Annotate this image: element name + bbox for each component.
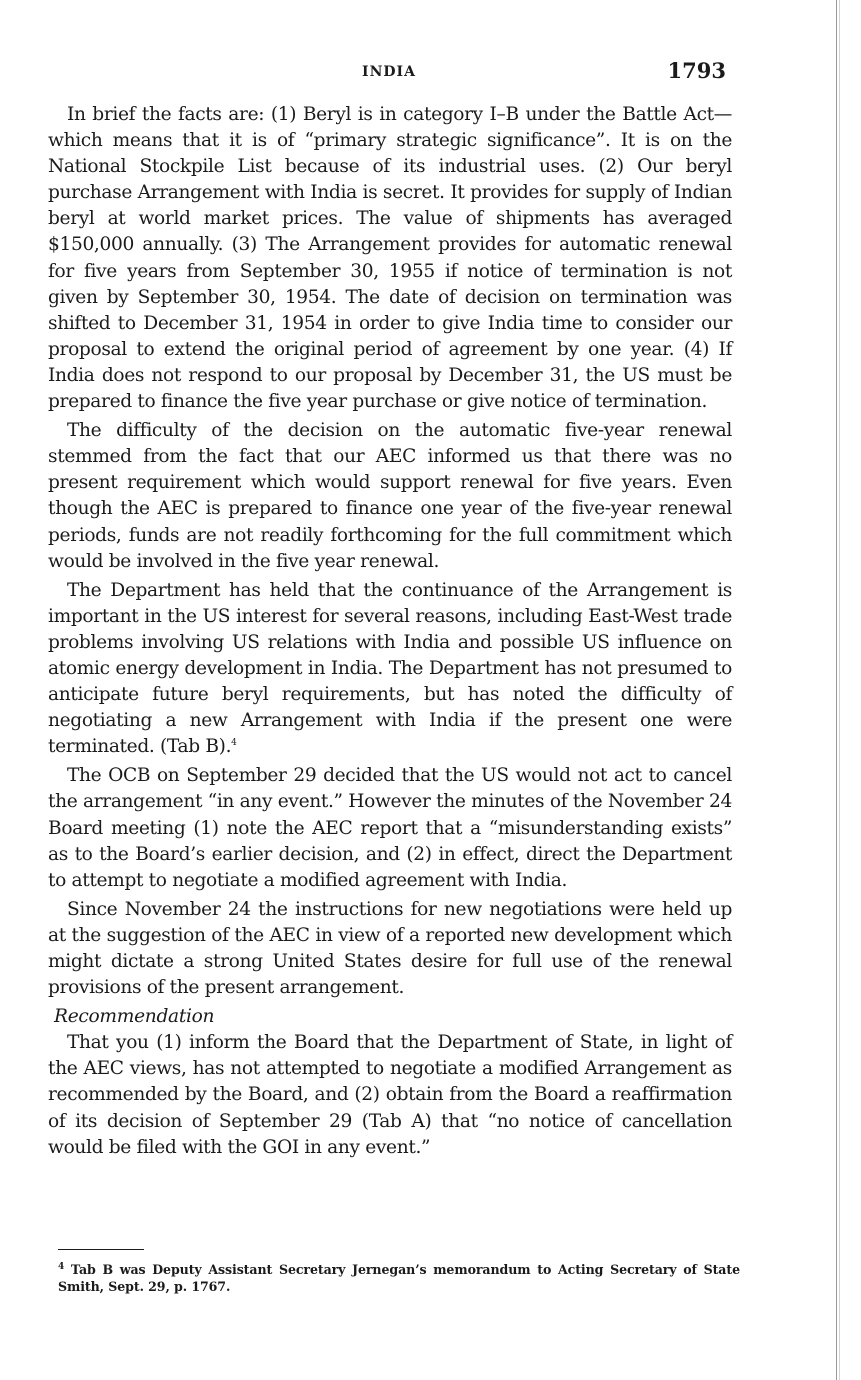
footnote-marker: 4 [58, 1261, 65, 1272]
running-title: INDIA [362, 64, 416, 80]
paragraph-department-position [48, 578, 732, 761]
paragraph-recommendation: That you (1) inform the Board that the Department of State, in light of the AEC views, has not attempted to negotiate a modified Arrangement as recommended by the Board, and (2) obtain from the Board a reaffirmation of its decision of September 29 (Tab A) that “no notice of cancellation would be filed with the GOI in any event.” [48, 1032, 732, 1158]
page-number: 1793 [667, 58, 726, 83]
paragraph-department-text: The Department has held that the continuance of the Arrangement is important in the US interest for several reasons, including East-West trade problems involving US relations with India and possible US influence on atomic energy development in India. The Department has not presumed to anticipate future beryl requirements, but has noted the difficulty of negotiating a new Arrangement with India if the present one were terminated. (Tab B). [48, 579, 732, 758]
paragraph-ocb-decision: The OCB on September 29 decided that the US would not act to cancel the arrangement “in any event.” However the minutes of the November 24 Board meeting (1) note the AEC report that a “misunderstanding exists” as to the Board’s earlier decision, and (2) in effect, direct the Department to attempt to negotiate a modified agreement with India. [48, 765, 732, 891]
page-edge-shadow [839, 0, 840, 1380]
recommendation-heading: Recommendation [54, 1006, 215, 1028]
paragraph-facts: In brief the facts are: (1) Beryl is in category I–B under the Battle Act—which means that it is of “primary strategic significance”. It is on the National Stockpile List because of its industrial uses. (2) Our beryl purchase Arrangement with India is secret. It provides for supply of Indian beryl at world market prices. The value of shipments has averaged $150,000 annually. (3) The Arrangement provides for automatic renewal for five years from September 30, 1955 if notice of termination is not given by September 30, 1954. The date of decision on termination was shifted to December 31, 1954 in order to give India time to consider our proposal to extend the original period of agreement by one year. (4) If India does not respond to our proposal by December 31, the US must be prepared to finance the five year purchase or give notice of termination. [48, 104, 732, 413]
footnote-reference: 4 [231, 738, 237, 749]
footnote-text: Tab B was Deputy Assistant Secretary Jernegan’s memorandum to Acting Secretary of State Smith, Sept. 29, p. 1767. [58, 1262, 740, 1294]
footnote-divider [58, 1249, 144, 1250]
paragraph-instructions-held: Since November 24 the instructions for new negotiations were held up at the suggestion of the AEC in view of a reported new development which might dictate a strong United States desire for full use of the renewal provisions of the present arrangement. [48, 898, 732, 999]
running-head [48, 58, 730, 88]
footnote [58, 1261, 740, 1295]
paragraph-renewal-difficulty: The difficulty of the decision on the automatic five-year renewal stemmed from the fact that our AEC informed us that there was no present requirement which would support renewal for five years. Even though the AEC is prepared to finance one year of the five-year renewal periods, funds are not readily forthcoming for the full commitment which would be involved in the five year renewal. [48, 420, 732, 572]
page-edge-line [836, 0, 837, 1380]
body-text [48, 102, 732, 1164]
